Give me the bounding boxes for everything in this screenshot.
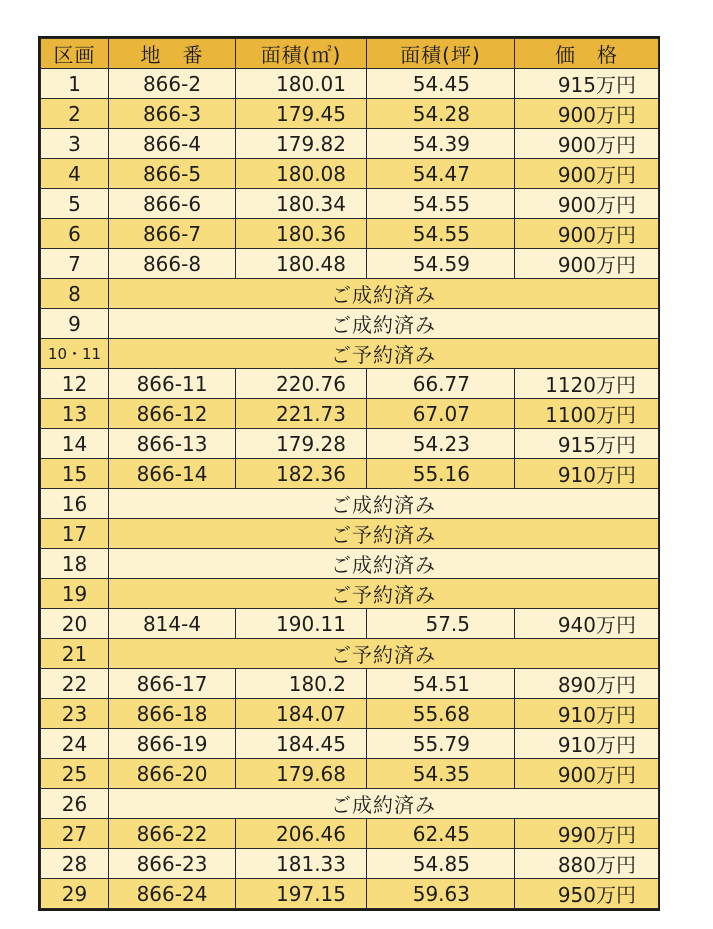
lot-price-table: [40, 38, 659, 909]
price-cell: 880万円: [515, 849, 659, 879]
table-row: [41, 249, 659, 279]
area-tsubo-cell: 54.85: [367, 849, 515, 879]
table-row: [41, 189, 659, 219]
chiban-cell: 866-5: [109, 159, 236, 189]
table-row: [41, 339, 659, 369]
area-m2-cell: 180.36: [236, 219, 367, 249]
chiban-cell: 866-3: [109, 99, 236, 129]
status-cell: ご予約済み: [109, 639, 659, 669]
area-m2-cell: 184.45: [236, 729, 367, 759]
area-tsubo-cell: 55.16: [367, 459, 515, 489]
chiban-cell: 866-20: [109, 759, 236, 789]
lot-cell: 27: [41, 819, 109, 849]
price-cell: 900万円: [515, 249, 659, 279]
area-tsubo-cell: 54.45: [367, 69, 515, 99]
chiban-cell: 866-11: [109, 369, 236, 399]
price-cell: 915万円: [515, 69, 659, 99]
area-m2-cell: 179.28: [236, 429, 367, 459]
table-row: [41, 849, 659, 879]
area-m2-cell: 179.45: [236, 99, 367, 129]
area-tsubo-cell: 54.39: [367, 129, 515, 159]
lot-cell: 22: [41, 669, 109, 699]
status-cell: ご成約済み: [109, 549, 659, 579]
table-row: [41, 369, 659, 399]
lot-cell: 15: [41, 459, 109, 489]
lot-cell: 17: [41, 519, 109, 549]
status-cell: ご予約済み: [109, 339, 659, 369]
price-cell: 910万円: [515, 459, 659, 489]
table-row: [41, 159, 659, 189]
table-header: [41, 39, 659, 69]
chiban-cell: 866-18: [109, 699, 236, 729]
area-m2-cell: 179.68: [236, 759, 367, 789]
lot-cell: 20: [41, 609, 109, 639]
area-m2-cell: 206.46: [236, 819, 367, 849]
table-row: [41, 489, 659, 519]
lot-cell: 26: [41, 789, 109, 819]
lot-cell: 28: [41, 849, 109, 879]
table-row: [41, 99, 659, 129]
area-tsubo-cell: 54.28: [367, 99, 515, 129]
area-tsubo-cell: 54.59: [367, 249, 515, 279]
area-tsubo-cell: 59.63: [367, 879, 515, 909]
area-m2-cell: 182.36: [236, 459, 367, 489]
table-row: [41, 429, 659, 459]
lot-cell: 5: [41, 189, 109, 219]
table-body: [41, 69, 659, 909]
area-m2-cell: 180.01: [236, 69, 367, 99]
lot-cell: 12: [41, 369, 109, 399]
table-row: [41, 279, 659, 309]
area-tsubo-cell: 55.68: [367, 699, 515, 729]
table-row: [41, 879, 659, 909]
area-tsubo-cell: 55.79: [367, 729, 515, 759]
lot-cell: 19: [41, 579, 109, 609]
price-cell: 990万円: [515, 819, 659, 849]
chiban-cell: 866-24: [109, 879, 236, 909]
area-m2-cell: 180.48: [236, 249, 367, 279]
chiban-cell: 866-22: [109, 819, 236, 849]
area-tsubo-cell: 54.23: [367, 429, 515, 459]
chiban-cell: 866-8: [109, 249, 236, 279]
chiban-cell: 866-6: [109, 189, 236, 219]
header-area-tsubo: 面積(坪): [367, 39, 515, 69]
lot-cell: 29: [41, 879, 109, 909]
lot-cell: 24: [41, 729, 109, 759]
lot-cell: 6: [41, 219, 109, 249]
header-area-m2: 面積(㎡): [236, 39, 367, 69]
lot-cell: 2: [41, 99, 109, 129]
status-cell: ご成約済み: [109, 789, 659, 819]
table-row: [41, 309, 659, 339]
chiban-cell: 866-14: [109, 459, 236, 489]
table-row: [41, 699, 659, 729]
table-row: [41, 549, 659, 579]
lot-cell: 25: [41, 759, 109, 789]
chiban-cell: 866-7: [109, 219, 236, 249]
area-tsubo-cell: 67.07: [367, 399, 515, 429]
area-tsubo-cell: 54.55: [367, 189, 515, 219]
lot-cell: 7: [41, 249, 109, 279]
price-cell: 940万円: [515, 609, 659, 639]
header-lot: 区画: [41, 39, 109, 69]
lot-cell: 13: [41, 399, 109, 429]
table-row: [41, 669, 659, 699]
chiban-cell: 866-12: [109, 399, 236, 429]
chiban-cell: 866-4: [109, 129, 236, 159]
table-row: [41, 819, 659, 849]
table-row: [41, 219, 659, 249]
area-tsubo-cell: 62.45: [367, 819, 515, 849]
lot-cell: 16: [41, 489, 109, 519]
table-row: [41, 609, 659, 639]
area-m2-cell: 197.15: [236, 879, 367, 909]
price-cell: 910万円: [515, 699, 659, 729]
price-cell: 1100万円: [515, 399, 659, 429]
area-m2-cell: 220.76: [236, 369, 367, 399]
area-m2-cell: 180.34: [236, 189, 367, 219]
table-row: [41, 459, 659, 489]
chiban-cell: 814-4: [109, 609, 236, 639]
status-cell: ご予約済み: [109, 579, 659, 609]
header-price: 価 格: [515, 39, 659, 69]
area-m2-cell: 190.11: [236, 609, 367, 639]
lot-cell: 21: [41, 639, 109, 669]
lot-cell: 1: [41, 69, 109, 99]
status-cell: ご成約済み: [109, 279, 659, 309]
area-m2-cell: 180.08: [236, 159, 367, 189]
lot-cell: 14: [41, 429, 109, 459]
lot-cell: 23: [41, 699, 109, 729]
lot-cell: 3: [41, 129, 109, 159]
table-row: [41, 759, 659, 789]
chiban-cell: 866-2: [109, 69, 236, 99]
table-row: [41, 729, 659, 759]
status-cell: ご成約済み: [109, 309, 659, 339]
price-cell: 900万円: [515, 129, 659, 159]
area-m2-cell: 180.2: [236, 669, 367, 699]
status-cell: ご成約済み: [109, 489, 659, 519]
chiban-cell: 866-17: [109, 669, 236, 699]
area-m2-cell: 184.07: [236, 699, 367, 729]
price-cell: 890万円: [515, 669, 659, 699]
lot-price-table-frame: [38, 36, 660, 911]
area-m2-cell: 179.82: [236, 129, 367, 159]
lot-cell: 9: [41, 309, 109, 339]
lot-cell: 18: [41, 549, 109, 579]
area-m2-cell: 181.33: [236, 849, 367, 879]
area-tsubo-cell: 54.51: [367, 669, 515, 699]
chiban-cell: 866-19: [109, 729, 236, 759]
lot-cell: 4: [41, 159, 109, 189]
price-cell: 900万円: [515, 159, 659, 189]
table-row: [41, 69, 659, 99]
price-cell: 910万円: [515, 729, 659, 759]
area-tsubo-cell: 54.55: [367, 219, 515, 249]
area-tsubo-cell: 54.47: [367, 159, 515, 189]
price-cell: 1120万円: [515, 369, 659, 399]
price-cell: 950万円: [515, 879, 659, 909]
area-tsubo-cell: 54.35: [367, 759, 515, 789]
price-cell: 900万円: [515, 99, 659, 129]
table-row: [41, 519, 659, 549]
area-tsubo-cell: 66.77: [367, 369, 515, 399]
table-row: [41, 789, 659, 819]
price-cell: 900万円: [515, 759, 659, 789]
chiban-cell: 866-13: [109, 429, 236, 459]
table-row: [41, 639, 659, 669]
table-row: [41, 579, 659, 609]
chiban-cell: 866-23: [109, 849, 236, 879]
table-row: [41, 399, 659, 429]
table-row: [41, 129, 659, 159]
area-tsubo-cell: 57.5: [367, 609, 515, 639]
header-row: [41, 39, 659, 69]
area-m2-cell: 221.73: [236, 399, 367, 429]
price-cell: 915万円: [515, 429, 659, 459]
lot-cell: 10・11: [41, 339, 109, 369]
header-chiban: 地 番: [109, 39, 236, 69]
status-cell: ご予約済み: [109, 519, 659, 549]
price-cell: 900万円: [515, 219, 659, 249]
price-cell: 900万円: [515, 189, 659, 219]
lot-cell: 8: [41, 279, 109, 309]
